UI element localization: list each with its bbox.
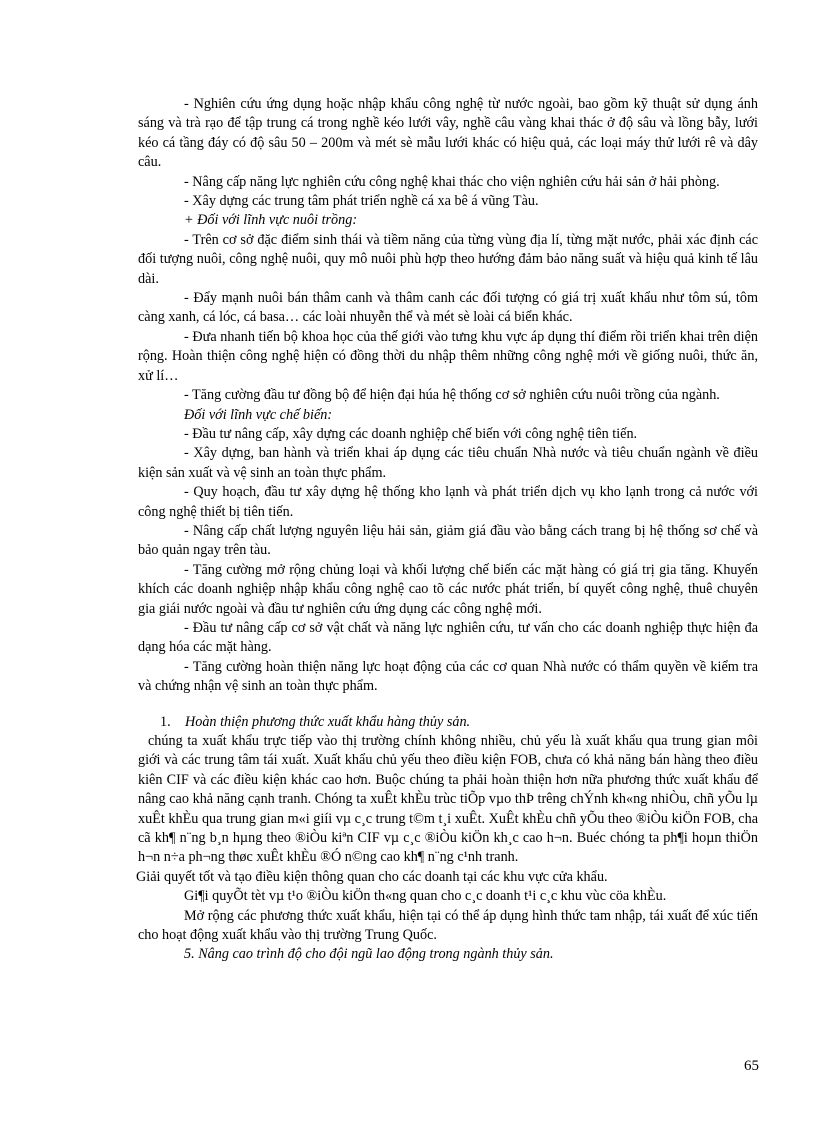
paragraph: - Đầu tư nâng cấp, xây dựng các doanh nghiệp chế biến với công nghệ tiên tiến. xyxy=(184,425,638,442)
paragraph: - Tăng cường hoàn thiện năng lực hoạt động của các cơ quan Nhà nước có thẩm quyền về kiểm tra và chứng nhận vệ sinh an toàn thực phẩm. xyxy=(138,658,758,695)
paragraph: - Nâng cấp năng lực nghiên cứu công nghệ khai thác cho viện nghiên cứu hải sản ở hải phòng. xyxy=(184,173,720,190)
page-number: 65 xyxy=(744,1058,759,1074)
next-section-heading: 5. Nâng cao trình độ cho đội ngũ lao động trong ngành thủy sản. xyxy=(184,946,554,963)
paragraph: - Tăng cường mở rộng chủng loại và khối lượng chế biến các mặt hàng có giá trị gia tăng. Khuyến khích các doanh nghiệp nhập khẩu công nghệ cao tõ các nước phát triển, bí quyết công nghệ, thuê chuyên gia giái nước ngoài và đầu tư nghiên cứu ứng dụng các công nghệ mới. xyxy=(138,561,758,617)
paragraph: - Trên cơ sở đặc điểm sinh thái và tiềm năng của từng vùng địa lí, từng mặt nước, phải xác định các đối tượng nuôi, công nghệ nuôi, quy mô nuôi phù hợp theo hướng đảm bảo năng suất và hiệu quả kinh tế lâu dài. xyxy=(138,231,758,287)
paragraph: - Nâng cấp chất lượng nguyên liệu hải sản, giảm giá đầu vào bằng cách trang bị hệ thống sơ chế và bảo quản ngay trên tàu. xyxy=(138,522,758,559)
paragraph: - Đẩy mạnh nuôi bán thâm canh và thâm canh các đối tượng có giá trị xuất khẩu như tôm sú, tôm càng xanh, cá lóc, cá basa… các loài nhuyễn thể và mét sè loài cá biển khác. xyxy=(138,290,758,326)
paragraph: - Xây dựng các trung tâm phát triển nghề cá xa bê á vũng Tàu. xyxy=(184,193,539,210)
subheading: + Đối với lĩnh vực nuôi trồng: xyxy=(184,212,358,229)
section-number: 1. xyxy=(160,713,171,730)
section-heading xyxy=(138,713,758,732)
paragraph: chúng ta xuất khẩu trực tiếp vào thị trường chính không nhiều, chủ yếu là xuất khẩu qua trung gian môi giới và các trung tâm tái xuất. Xuất khẩu chủ yếu theo điều kiện FOB, chưa có khả năng bán hàng theo điều kiên CIF và các điều kiện khác cao hơn. Buộc chúng ta phải hoàn thiện hơn nữa phương thức xuất khẩu để nâng cao khả năng cạnh tranh. Chóng ta xuÊt khÈu trùc tiÕp vµo thÞ trêng chÝnh kh«ng nhiÒu, chñ yÕu lµ xuÊt khÈu qua trung gian m«i giíi vµ c¸c trung t©m t¸i xuÊt. XuÊt khÈu chñ yÕu theo ®iÒu kiÖn FOB, cha cã kh¶ n¨ng b¸n hµng theo ®iÒu kiªn CIF vµ c¸c ®iÒu kiÖn kh¸c cao h¬n. Buéc chóng ta ph¶i hoµn thiÖn h¬n n÷a ph¬ng thøc xuÊt khÈu ®Ó n©ng cao kh¶ n¨ng c¹nh tranh. xyxy=(138,733,758,866)
paragraph: - Nghiên cứu ứng dụng hoặc nhập khẩu công nghệ từ nước ngoài, bao gồm kỹ thuật sử dụng ánh sáng và trà rạo để tập trung cá trong nghề kéo lưới vây, nghề câu vàng khai thác ở độ sâu và lồng bẫy, lưới kéo cá tầng đáy có độ sâu 50 – 200m và mét sè mẫu lưới khác có hiệu quả, các loại máy thử lưới rê và dây câu. xyxy=(138,96,758,171)
paragraph: - Đưa nhanh tiến bộ khoa học của thế giới vào tưng khu vực áp dụng thí điểm rồi triển khai trên diện rộng. Hoàn thiện công nghệ hiện có đồng thời du nhập thêm những công nghệ mới về giống nuôi, thức ăn, xử lí… xyxy=(138,328,758,384)
paragraph: Giải quyết tốt và tạo điều kiện thông quan cho các doanh tại các khu vực cửa khẩu. xyxy=(136,868,608,885)
paragraph: - Tăng cường đầu tư đồng bộ để hiện đại húa hệ thống cơ sở nghiên cứu nuôi trồng của ngành. xyxy=(184,387,720,404)
section-title: Hoàn thiện phương thức xuất khẩu hàng thủy sản. xyxy=(185,713,471,730)
body-text xyxy=(138,95,758,965)
spacer xyxy=(138,697,758,713)
subheading: Đối với lĩnh vực chế biến: xyxy=(184,406,333,423)
paragraph: Gi¶i quyÕt tèt vµ t¹o ®iÒu kiÖn th«ng quan cho c¸c doanh t¹i c¸c khu vùc cöa khÈu. xyxy=(184,888,667,905)
paragraph: - Xây dựng, ban hành và triển khai áp dụng các tiêu chuẩn Nhà nước và tiêu chuẩn ngành về điều kiện sản xuất và vệ sinh an toàn thực phẩm. xyxy=(138,445,758,481)
paragraph: - Quy hoạch, đầu tư xây dựng hệ thống kho lạnh và phát triển dịch vụ kho lạnh trong cả nước với công nghệ thiết bị tiên tiến. xyxy=(138,484,758,520)
paragraph: - Đầu tư nâng cấp cơ sở vật chất và năng lực nghiên cứu, tư vấn cho các doanh nghiệp thực hiện đa dạng hóa các mặt hàng. xyxy=(138,619,758,656)
paragraph: Mở rộng các phương thức xuất khẩu, hiện tại có thể áp dụng hình thức tam nhập, tái xuất để xúc tiến cho hoạt động xuất khẩu vào thị trường Trung Quốc. xyxy=(138,907,758,944)
